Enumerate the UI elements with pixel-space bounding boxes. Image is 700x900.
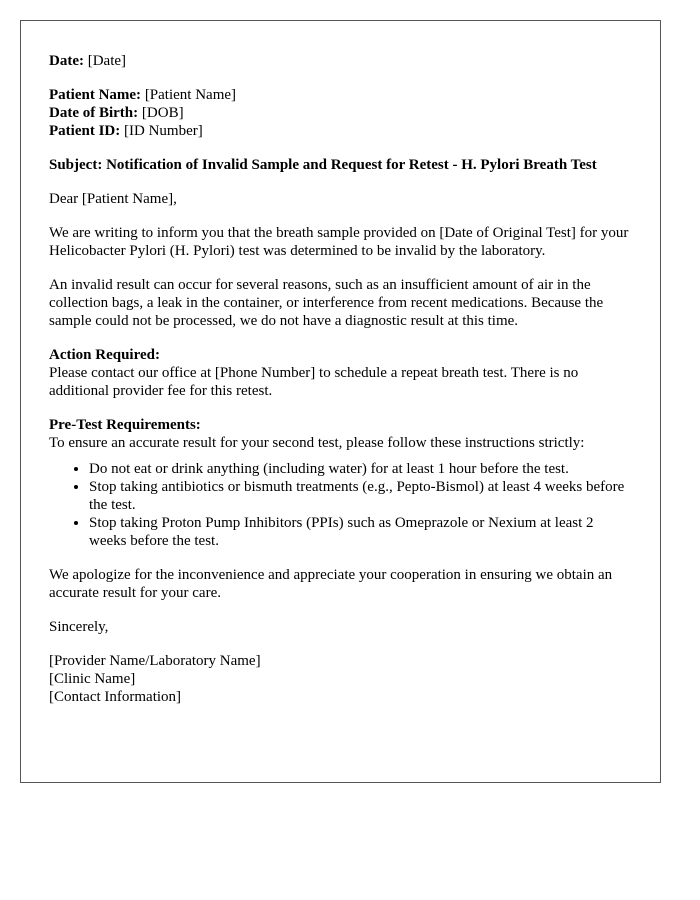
- patient-name-label: Patient Name:: [49, 87, 142, 103]
- dob-line: [49, 104, 632, 122]
- letter-document: [20, 20, 661, 783]
- date-value: [Date]: [87, 53, 127, 69]
- list-item: • Stop taking antibiotics or bismuth treatments (e.g., Pepto-Bismol) at least 4 weeks before the test.: [89, 478, 632, 514]
- date-line: [49, 52, 632, 70]
- sign-off: Sincerely,: [49, 619, 109, 635]
- list-item: • Stop taking Proton Pump Inhibitors (PPIs) such as Omeprazole or Nexium at least 2 weeks before the test.: [89, 514, 632, 550]
- patient-name-value: [Patient Name]: [144, 87, 237, 103]
- dob-label: Date of Birth:: [49, 105, 139, 121]
- greeting: Dear [Patient Name],: [49, 191, 177, 207]
- patient-id-value: [ID Number]: [124, 123, 203, 139]
- action-required-section: [49, 346, 632, 400]
- patient-name-line: [49, 86, 632, 104]
- patient-id-label: Patient ID:: [49, 123, 121, 139]
- paragraph-reasons: An invalid result can occur for several reasons, such as an insufficient amount of air in the collection bags, a leak in the container, or interference from recent medications. Because the sample could not be processed, we do not have a diagnostic result at this time.: [49, 277, 604, 329]
- list-item: • Do not eat or drink anything (including water) for at least 1 hour before the test.: [89, 460, 632, 478]
- paragraph-invalid-sample: We are writing to inform you that the breath sample provided on [Date of Original Test] for your Helicobacter Pylori (H. Pylori) test was determined to be invalid by the laboratory.: [49, 225, 629, 259]
- date-label: Date:: [49, 53, 84, 69]
- subject-line: Subject: Notification of Invalid Sample and Request for Retest - H. Pylori Breath Test: [49, 157, 597, 173]
- signature-clinic: [Clinic Name]: [49, 671, 136, 687]
- pretest-instructions-list: [49, 460, 632, 550]
- patient-info-block: [49, 86, 632, 140]
- pretest-heading: Pre-Test Requirements:: [49, 417, 201, 433]
- action-required-heading: Action Required:: [49, 347, 160, 363]
- action-required-text: Please contact our office at [Phone Number] to schedule a repeat breath test. There is no additional provider fee for this retest.: [49, 365, 579, 399]
- closing-paragraph: We apologize for the inconvenience and appreciate your cooperation in ensuring we obtain an accurate result for your care.: [49, 567, 613, 601]
- pretest-section: [49, 416, 632, 452]
- signature-contact: [Contact Information]: [49, 689, 182, 705]
- signature-provider: [Provider Name/Laboratory Name]: [49, 653, 261, 669]
- patient-id-line: [49, 122, 632, 140]
- signature-block: [49, 652, 632, 706]
- dob-value: [DOB]: [141, 105, 184, 121]
- pretest-intro: To ensure an accurate result for your second test, please follow these instructions strictly:: [49, 435, 585, 451]
